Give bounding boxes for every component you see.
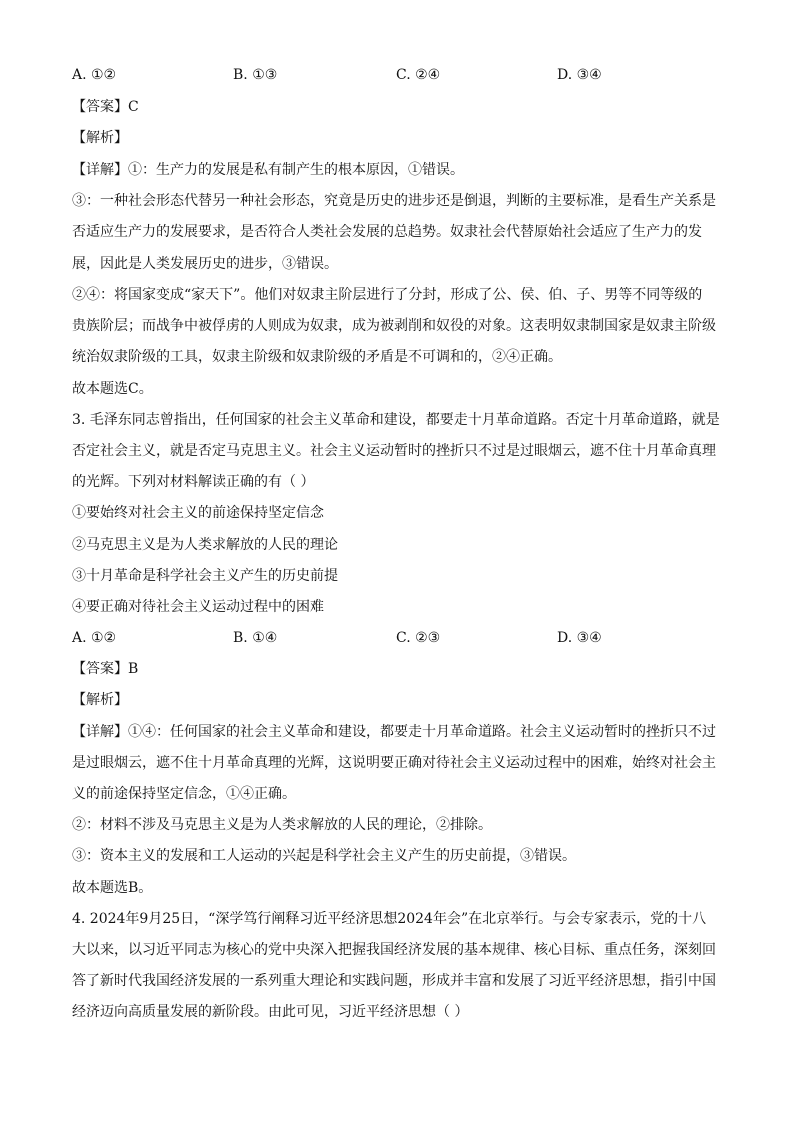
option-c: C. ②③: [396, 630, 441, 646]
detail-line: 【详解】①：生产力的发展是私有制产生的根本原因，①错误。: [72, 162, 464, 178]
question-3-stem: 否定社会主义，就是否定马克思主义。社会主义运动暂时的挫折只不过是过眼烟云，遮不住十月革命真理: [72, 443, 716, 459]
detail-line: 【详解】①④：任何国家的社会主义革命和建设，都要走十月革命道路。社会主义运动暂时的挫折只不过: [72, 724, 716, 740]
question-4-stem: 大以来，以习近平同志为核心的党中央深入把握我国经济发展的基本规律、核心目标、重点任务，深刻回: [72, 942, 716, 958]
option-a: A. ①②: [72, 630, 117, 646]
statement-item: ①要始终对社会主义的前途保持坚定信念: [72, 505, 324, 521]
answer-label: 【答案】C: [72, 99, 139, 115]
detail-line: 统治奴隶阶级的工具，奴隶主阶级和奴隶阶级的矛盾是不可调和的，②④正确。: [72, 349, 562, 365]
option-a: A. ①②: [72, 67, 117, 83]
detail-line: ③：一种社会形态代替另一种社会形态，究竟是历史的进步还是倒退，判断的主要标准，是看生产关系是: [72, 193, 716, 209]
detail-line: 展，因此是人类发展历史的进步，③错误。: [72, 256, 338, 272]
analysis-label: 【解析】: [72, 130, 128, 146]
question-4-stem: 4. 2024年9月25日，“深学笃行阐释习近平经济思想2024年会”在北京举行。与会专家表示，党的十八: [72, 911, 707, 927]
option-c: C. ②④: [396, 67, 441, 83]
analysis-label: 【解析】: [72, 692, 128, 708]
statement-item: ③十月革命是科学社会主义产生的历史前提: [72, 568, 338, 584]
question-3-stem: 3. 毛泽东同志曾指出，任何国家的社会主义革命和建设，都要走十月革命道路。否定十月革命道路，就是: [72, 412, 720, 428]
answer-label: 【答案】B: [72, 661, 139, 677]
question-4-stem: 经济迈向高质量发展的新阶段。由此可见，习近平经济思想（ ）: [72, 1004, 469, 1020]
detail-line: 是过眼烟云，遮不住十月革命真理的光辉，这说明要正确对待社会主义运动过程中的困难，始终对社会主: [72, 755, 716, 771]
question-4-stem: 答了新时代我国经济发展的一系列重大理论和实践问题，形成并丰富和发展了习近平经济思想，指引中国: [72, 973, 716, 989]
detail-line: 义的前途保持坚定信念，①④正确。: [72, 786, 296, 802]
option-d: D. ③④: [557, 630, 602, 646]
detail-line: ③：资本主义的发展和工人运动的兴起是科学社会主义产生的历史前提，③错误。: [72, 848, 576, 864]
conclusion-line: 故本题选B。: [72, 880, 153, 896]
option-b: B. ①④: [233, 630, 278, 646]
question-3-stem: 的光辉。下列对材料解读正确的有（ ）: [72, 474, 315, 490]
statement-item: ②马克思主义是为人类求解放的人民的理论: [72, 537, 338, 553]
detail-line: ②④：将国家变成“家天下”。他们对奴隶主阶层进行了分封，形成了公、侯、伯、子、男等不同等级的: [72, 287, 703, 303]
detail-line: ②：材料不涉及马克思主义是为人类求解放的人民的理论，②排除。: [72, 817, 492, 833]
detail-line: 贵族阶层；而战争中被俘虏的人则成为奴隶，成为被剥削和奴役的对象。这表明奴隶制国家是奴隶主阶级: [72, 318, 716, 334]
statement-item: ④要正确对待社会主义运动过程中的困难: [72, 599, 324, 615]
conclusion-line: 故本题选C。: [72, 381, 153, 397]
option-d: D. ③④: [557, 67, 602, 83]
detail-line: 否适应生产力的发展要求，是否符合人类社会发展的总趋势。奴隶社会代替原始社会适应了生产力的发: [72, 224, 702, 240]
option-b: B. ①③: [233, 67, 278, 83]
